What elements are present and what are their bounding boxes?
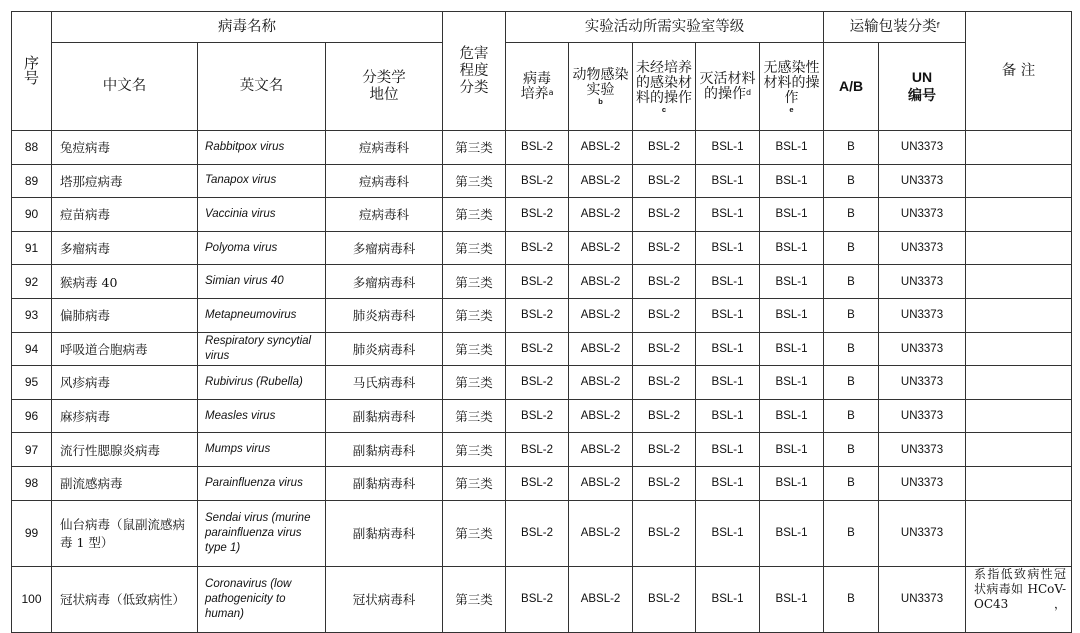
cell-ab: B: [824, 466, 879, 500]
cell-ab: B: [824, 198, 879, 232]
table-row: [12, 198, 1072, 232]
virus-classification-table: [11, 11, 1072, 633]
cell-ab: B: [824, 265, 879, 299]
cell-cn-name: 多瘤病毒: [52, 231, 198, 265]
cell-noninfectious: BSL-1: [760, 298, 824, 332]
cell-ab: B: [824, 298, 879, 332]
cell-seq: 96: [12, 399, 52, 433]
cell-animal: ABSL-2: [569, 399, 633, 433]
cell-un: UN3373: [879, 198, 966, 232]
cell-inactivated: BSL-1: [696, 399, 760, 433]
cell-ab: B: [824, 433, 879, 467]
header-uncultured-label: 未经培养的感染材料的操作: [636, 59, 693, 106]
cell-family: 副黏病毒科: [326, 433, 443, 467]
header-noninfectious: [760, 43, 824, 131]
cell-family: 副黏病毒科: [326, 399, 443, 433]
cell-hazard: 第三类: [443, 198, 506, 232]
cell-family: 痘病毒科: [326, 198, 443, 232]
cell-seq: 99: [12, 500, 52, 566]
cell-uncultured: BSL-2: [633, 231, 696, 265]
cell-noninfectious: BSL-1: [760, 198, 824, 232]
cell-animal: ABSL-2: [569, 366, 633, 400]
header-lab-level: 实验活动所需实验室等级: [506, 12, 824, 43]
cell-inactivated: BSL-1: [696, 131, 760, 165]
cell-un: UN3373: [879, 164, 966, 198]
cell-family: 痘病毒科: [326, 131, 443, 165]
cell-animal: ABSL-2: [569, 131, 633, 165]
cell-inactivated: BSL-1: [696, 298, 760, 332]
cell-inactivated: BSL-1: [696, 566, 760, 632]
cell-hazard: 第三类: [443, 500, 506, 566]
cell-en-name: Mumps virus: [198, 433, 326, 467]
cell-noninfectious: BSL-1: [760, 131, 824, 165]
cell-seq: 95: [12, 366, 52, 400]
cell-inactivated: BSL-1: [696, 466, 760, 500]
cell-culture: BSL-2: [506, 399, 569, 433]
header-remarks: 备 注: [966, 12, 1072, 131]
cell-ab: B: [824, 231, 879, 265]
cell-animal: ABSL-2: [569, 164, 633, 198]
cell-en-name: Metapneumovirus: [198, 298, 326, 332]
cell-hazard: 第三类: [443, 466, 506, 500]
header-row-2: [12, 43, 1072, 131]
cell-un: UN3373: [879, 231, 966, 265]
cell-note: [966, 466, 1072, 500]
cell-un: UN3373: [879, 566, 966, 632]
cell-animal: ABSL-2: [569, 500, 633, 566]
cell-hazard: 第三类: [443, 131, 506, 165]
header-noninfectious-sup: e: [789, 104, 794, 114]
cell-noninfectious: BSL-1: [760, 366, 824, 400]
cell-culture: BSL-2: [506, 298, 569, 332]
cell-ab: B: [824, 332, 879, 366]
table-row: [12, 131, 1072, 165]
cell-animal: ABSL-2: [569, 231, 633, 265]
cell-un: UN3373: [879, 466, 966, 500]
table-row: [12, 433, 1072, 467]
cell-noninfectious: BSL-1: [760, 500, 824, 566]
cell-inactivated: BSL-1: [696, 332, 760, 366]
cell-family: 肺炎病毒科: [326, 332, 443, 366]
cell-uncultured: BSL-2: [633, 198, 696, 232]
cell-animal: ABSL-2: [569, 265, 633, 299]
cell-note: 系指低致病性冠状病毒如 HCoV-OC43 ，: [966, 566, 1072, 632]
header-transport-sup: f: [936, 20, 940, 30]
cell-en-name: Rubivirus (Rubella): [198, 366, 326, 400]
cell-family: 肺炎病毒科: [326, 298, 443, 332]
cell-en-name: Polyoma virus: [198, 231, 326, 265]
cell-noninfectious: BSL-1: [760, 466, 824, 500]
cell-un: UN3373: [879, 500, 966, 566]
cell-seq: 89: [12, 164, 52, 198]
cell-family: 副黏病毒科: [326, 466, 443, 500]
cell-ab: B: [824, 366, 879, 400]
cell-family: 痘病毒科: [326, 164, 443, 198]
cell-cn-name: 风疹病毒: [52, 366, 198, 400]
table-row: [12, 298, 1072, 332]
table-row: [12, 265, 1072, 299]
table-row: [12, 466, 1072, 500]
header-culture-label: 病毒培养: [520, 70, 552, 102]
cell-cn-name: 猴病毒 40: [52, 265, 198, 299]
table-row: [12, 164, 1072, 198]
cell-cn-name: 偏肺病毒: [52, 298, 198, 332]
cell-hazard: 第三类: [443, 433, 506, 467]
cell-hazard: 第三类: [443, 231, 506, 265]
table-row: [12, 566, 1072, 632]
cell-family: 多瘤病毒科: [326, 231, 443, 265]
cell-cn-name: 流行性腮腺炎病毒: [52, 433, 198, 467]
header-animal-sup: b: [598, 97, 603, 106]
cell-hazard: 第三类: [443, 298, 506, 332]
header-un: [879, 43, 966, 131]
cell-cn-name: 兔痘病毒: [52, 131, 198, 165]
cell-inactivated: BSL-1: [696, 164, 760, 198]
header-noninfectious-label: 无感染性材料的操作: [763, 59, 820, 106]
cell-note: [966, 265, 1072, 299]
cell-culture: BSL-2: [506, 566, 569, 632]
cell-cn-name: 仙台病毒（鼠副流感病毒 1 型）: [52, 500, 198, 566]
cell-note: [966, 298, 1072, 332]
cell-animal: ABSL-2: [569, 298, 633, 332]
cell-hazard: 第三类: [443, 566, 506, 632]
cell-animal: ABSL-2: [569, 466, 633, 500]
header-inactivated: [696, 43, 760, 131]
header-cn-name: 中文名: [52, 43, 198, 131]
cell-hazard: 第三类: [443, 366, 506, 400]
cell-cn-name: 塔那痘病毒: [52, 164, 198, 198]
cell-ab: B: [824, 164, 879, 198]
cell-uncultured: BSL-2: [633, 399, 696, 433]
cell-family: 冠状病毒科: [326, 566, 443, 632]
cell-family: 副黏病毒科: [326, 500, 443, 566]
cell-un: UN3373: [879, 131, 966, 165]
header-transport-label: 运输包装分类: [849, 18, 937, 35]
header-animal-label: 动物感染实验: [572, 67, 629, 98]
header-uncultured-sup: c: [661, 104, 667, 114]
cell-noninfectious: BSL-1: [760, 566, 824, 632]
cell-culture: BSL-2: [506, 366, 569, 400]
cell-uncultured: BSL-2: [633, 164, 696, 198]
cell-en-name: Respiratory syncytial virus: [198, 332, 326, 366]
cell-cn-name: 呼吸道合胞病毒: [52, 332, 198, 366]
cell-hazard: 第三类: [443, 399, 506, 433]
cell-uncultured: BSL-2: [633, 433, 696, 467]
header-taxonomy: 分类学地位: [326, 43, 443, 131]
cell-note: [966, 399, 1072, 433]
cell-uncultured: BSL-2: [633, 500, 696, 566]
table-row: [12, 366, 1072, 400]
cell-culture: BSL-2: [506, 332, 569, 366]
cell-en-name: Coronavirus (low pathogenicity to human): [198, 566, 326, 632]
cell-seq: 94: [12, 332, 52, 366]
header-seq: 序号: [12, 12, 52, 131]
cell-noninfectious: BSL-1: [760, 399, 824, 433]
cell-seq: 97: [12, 433, 52, 467]
cell-cn-name: 副流感病毒: [52, 466, 198, 500]
cell-culture: BSL-2: [506, 231, 569, 265]
cell-noninfectious: BSL-1: [760, 433, 824, 467]
cell-note: [966, 332, 1072, 366]
header-animal: [569, 43, 633, 131]
cell-en-name: Vaccinia virus: [198, 198, 326, 232]
cell-uncultured: BSL-2: [633, 466, 696, 500]
cell-culture: BSL-2: [506, 198, 569, 232]
cell-en-name: Parainfluenza virus: [198, 466, 326, 500]
cell-en-name: Simian virus 40: [198, 265, 326, 299]
header-culture: [506, 43, 569, 131]
header-inactivated-sup: d: [745, 87, 752, 97]
cell-un: UN3373: [879, 332, 966, 366]
cell-culture: BSL-2: [506, 466, 569, 500]
cell-un: UN3373: [879, 433, 966, 467]
cell-en-name: Measles virus: [198, 399, 326, 433]
cell-cn-name: 痘苗病毒: [52, 198, 198, 232]
cell-noninfectious: BSL-1: [760, 265, 824, 299]
cell-culture: BSL-2: [506, 131, 569, 165]
cell-uncultured: BSL-2: [633, 332, 696, 366]
cell-noninfectious: BSL-1: [760, 332, 824, 366]
cell-uncultured: BSL-2: [633, 265, 696, 299]
cell-noninfectious: BSL-1: [760, 164, 824, 198]
cell-note: [966, 198, 1072, 232]
header-ab: A/B: [824, 43, 879, 131]
cell-seq: 92: [12, 265, 52, 299]
table-row: [12, 231, 1072, 265]
cell-seq: 91: [12, 231, 52, 265]
table-body: [12, 131, 1072, 633]
cell-animal: ABSL-2: [569, 566, 633, 632]
table-row: [12, 399, 1072, 433]
cell-note: [966, 433, 1072, 467]
cell-culture: BSL-2: [506, 164, 569, 198]
cell-inactivated: BSL-1: [696, 433, 760, 467]
header-uncultured: [633, 43, 696, 131]
header-inactivated-label: 灭活材料的操作: [699, 70, 756, 102]
table-row: [12, 500, 1072, 566]
cell-seq: 100: [12, 566, 52, 632]
cell-culture: BSL-2: [506, 265, 569, 299]
cell-en-name: Rabbitpox virus: [198, 131, 326, 165]
header-hazard: 危害程度分类: [443, 12, 506, 131]
cell-hazard: 第三类: [443, 164, 506, 198]
cell-family: 马氏病毒科: [326, 366, 443, 400]
cell-animal: ABSL-2: [569, 198, 633, 232]
cell-cn-name: 冠状病毒（低致病性）: [52, 566, 198, 632]
cell-ab: B: [824, 399, 879, 433]
cell-ab: B: [824, 500, 879, 566]
cell-seq: 93: [12, 298, 52, 332]
cell-inactivated: BSL-1: [696, 265, 760, 299]
cell-note: [966, 131, 1072, 165]
cell-inactivated: BSL-1: [696, 366, 760, 400]
header-culture-sup: a: [548, 87, 554, 97]
cell-uncultured: BSL-2: [633, 131, 696, 165]
cell-seq: 98: [12, 466, 52, 500]
cell-ab: B: [824, 131, 879, 165]
cell-en-name: Sendai virus (murine parainfluenza virus type 1): [198, 500, 326, 566]
header-row-1: [12, 12, 1072, 43]
cell-uncultured: BSL-2: [633, 366, 696, 400]
cell-noninfectious: BSL-1: [760, 231, 824, 265]
cell-inactivated: BSL-1: [696, 231, 760, 265]
cell-seq: 88: [12, 131, 52, 165]
cell-un: UN3373: [879, 298, 966, 332]
cell-note: [966, 164, 1072, 198]
cell-ab: B: [824, 566, 879, 632]
cell-un: UN3373: [879, 366, 966, 400]
cell-culture: BSL-2: [506, 500, 569, 566]
cell-hazard: 第三类: [443, 265, 506, 299]
cell-note: [966, 231, 1072, 265]
cell-animal: ABSL-2: [569, 433, 633, 467]
cell-inactivated: BSL-1: [696, 198, 760, 232]
cell-family: 多瘤病毒科: [326, 265, 443, 299]
cell-animal: ABSL-2: [569, 332, 633, 366]
header-un-label: UN编号: [908, 68, 937, 103]
cell-cn-name: 麻疹病毒: [52, 399, 198, 433]
cell-uncultured: BSL-2: [633, 298, 696, 332]
cell-culture: BSL-2: [506, 433, 569, 467]
cell-uncultured: BSL-2: [633, 566, 696, 632]
cell-en-name: Tanapox virus: [198, 164, 326, 198]
cell-un: UN3373: [879, 399, 966, 433]
header-transport: [824, 12, 966, 43]
cell-un: UN3373: [879, 265, 966, 299]
header-en-name: 英文名: [198, 43, 326, 131]
cell-hazard: 第三类: [443, 332, 506, 366]
virus-table-wrapper: [11, 11, 1072, 633]
cell-seq: 90: [12, 198, 52, 232]
cell-note: [966, 500, 1072, 566]
header-virus-name: 病毒名称: [52, 12, 443, 43]
cell-note: [966, 366, 1072, 400]
cell-inactivated: BSL-1: [696, 500, 760, 566]
table-row: [12, 332, 1072, 366]
